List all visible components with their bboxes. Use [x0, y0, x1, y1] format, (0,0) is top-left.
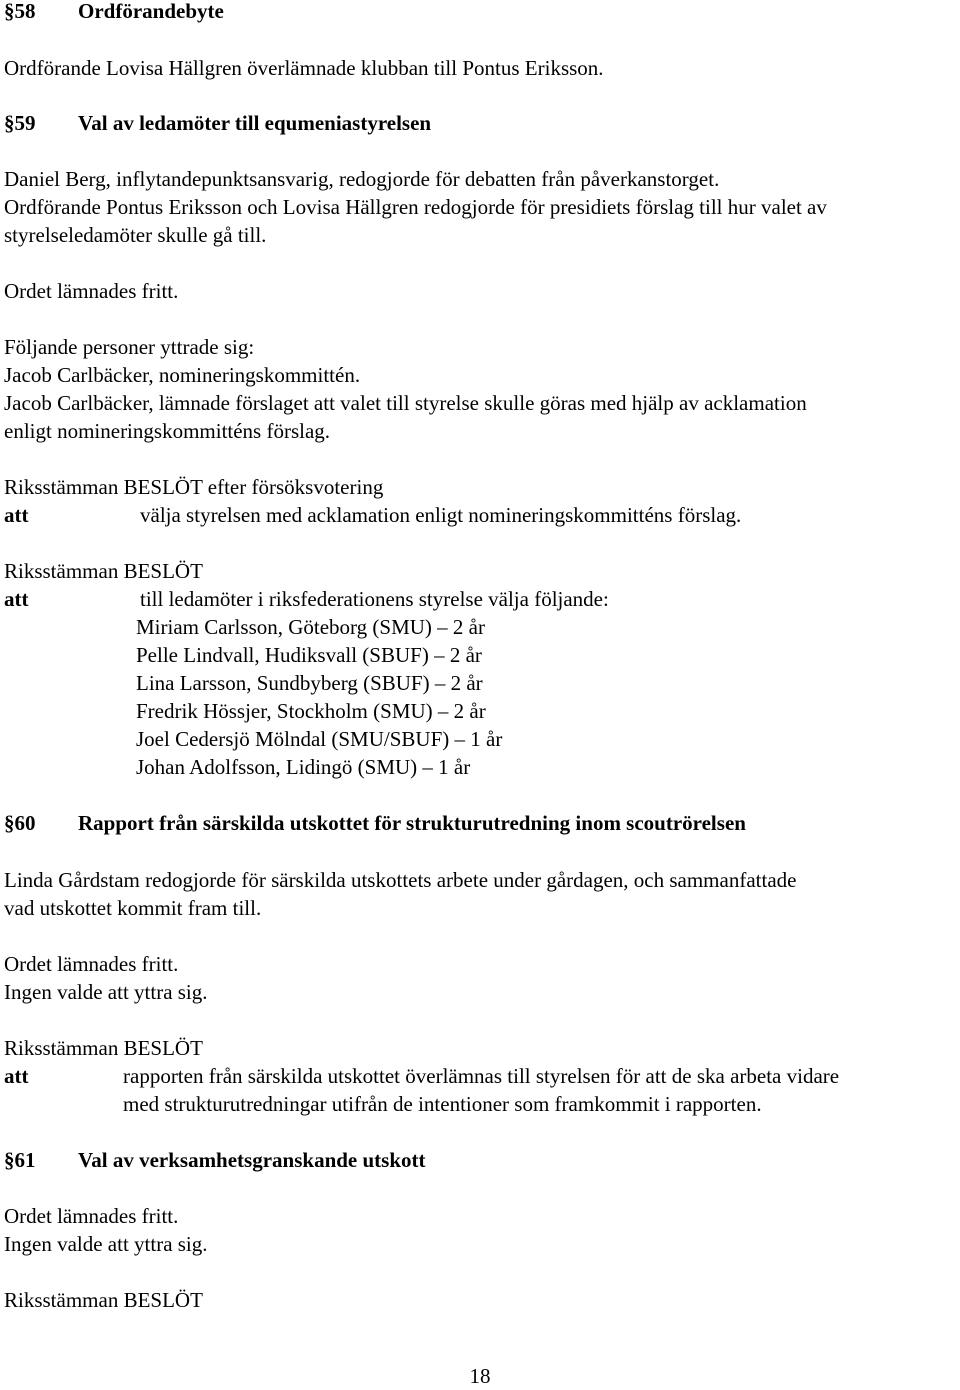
section-60-heading: [4, 809, 746, 837]
list-item: Joel Cedersjö Mölndal (SMU/SBUF) – 1 år: [136, 727, 503, 751]
section-title: Val av ledamöter till equmeniastyrelsen: [78, 111, 432, 135]
section-title: Val av verksamhetsgranskande utskott: [78, 1148, 426, 1172]
paragraph-line: Linda Gårdstam redogjorde för särskilda utskottets arbete under gårdagen, och sammanfattade: [4, 868, 797, 892]
att-label: att: [4, 503, 29, 527]
paragraph-line: enligt nomineringskommitténs förslag.: [4, 419, 331, 443]
section-59-heading: [4, 109, 431, 137]
section-number: §58: [4, 0, 36, 23]
speakers-list: Jacob Carlbäcker, nomineringskommittén.: [4, 363, 361, 387]
list-item: Johan Adolfsson, Lidingö (SMU) – 1 år: [136, 755, 471, 779]
paragraph-line: Daniel Berg, inflytandepunktsansvarig, redogjorde för debatten från påverkanstorget.: [4, 167, 720, 191]
decision-intro: Riksstämman BESLÖT: [4, 1036, 203, 1060]
section-number: §61: [4, 1148, 36, 1172]
decision-intro: Riksstämman BESLÖT: [4, 1288, 203, 1312]
page-number: 18: [469, 1364, 491, 1388]
section-58-heading: [4, 0, 224, 25]
decision-text: välja styrelsen med acklamation enligt nomineringskommitténs förslag.: [140, 503, 742, 527]
floor-open-text: Ordet lämnades fritt.: [4, 279, 179, 303]
att-label: att: [4, 587, 29, 611]
list-item: Miriam Carlsson, Göteborg (SMU) – 2 år: [136, 615, 485, 639]
decision-intro: Riksstämman BESLÖT: [4, 559, 203, 583]
section-title: Rapport från särskilda utskottet för strukturutredning inom scoutrörelsen: [78, 811, 746, 835]
no-speakers-text: Ingen valde att yttra sig.: [4, 980, 208, 1004]
paragraph-line: Ordförande Pontus Eriksson och Lovisa Hällgren redogjorde för presidiets förslag till hur valet av: [4, 195, 827, 219]
decision-intro: Riksstämman BESLÖT efter försöksvotering: [4, 475, 384, 499]
decision-text: med strukturutredningar utifrån de intentioner som framkommit i rapporten.: [123, 1092, 762, 1116]
list-item: Fredrik Hössjer, Stockholm (SMU) – 2 år: [136, 699, 486, 723]
paragraph: Ordförande Lovisa Hällgren överlämnade klubban till Pontus Eriksson.: [4, 56, 604, 80]
att-label: att: [4, 1064, 29, 1088]
decision-text: till ledamöter i riksfederationens styrelse välja följande:: [140, 587, 609, 611]
section-number: §59: [4, 111, 36, 135]
floor-open-text: Ordet lämnades fritt.: [4, 1204, 179, 1228]
floor-open-text: Ordet lämnades fritt.: [4, 952, 179, 976]
list-item: Lina Larsson, Sundbyberg (SBUF) – 2 år: [136, 671, 483, 695]
list-item: Pelle Lindvall, Hudiksvall (SBUF) – 2 år: [136, 643, 482, 667]
elected-members-list: [136, 613, 502, 781]
section-61-heading: [4, 1146, 426, 1174]
paragraph-line: Jacob Carlbäcker, lämnade förslaget att valet till styrelse skulle göras med hjälp av acklamation: [4, 391, 807, 415]
speakers-intro: Följande personer yttrade sig:: [4, 335, 255, 359]
section-title: Ordförandebyte: [78, 0, 224, 23]
paragraph-line: styrelseledamöter skulle gå till.: [4, 223, 267, 247]
decision-text: rapporten från särskilda utskottet överlämnas till styrelsen för att de ska arbeta vidare: [123, 1064, 840, 1088]
no-speakers-text: Ingen valde att yttra sig.: [4, 1232, 208, 1256]
paragraph-line: vad utskottet kommit fram till.: [4, 896, 262, 920]
section-number: §60: [4, 811, 36, 835]
